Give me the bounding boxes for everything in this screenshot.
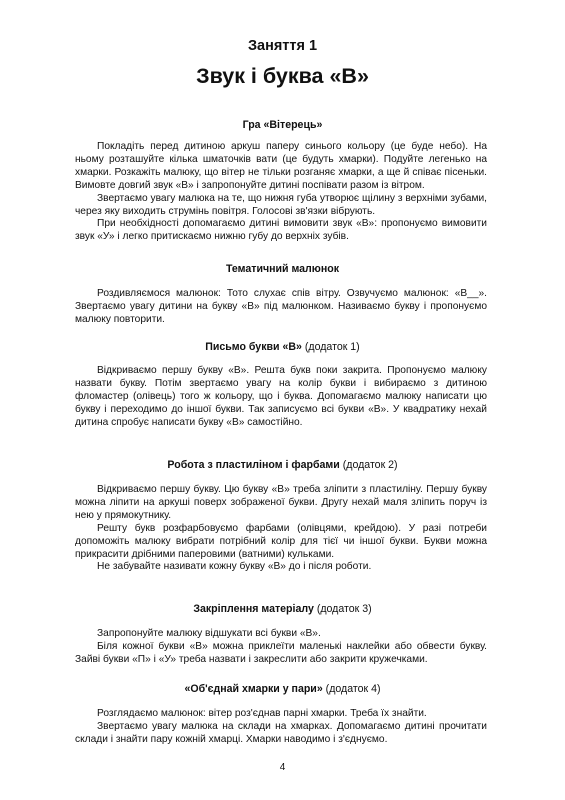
section-body-review [75, 628, 487, 667]
section-heading-text: «Об'єднай хмарки у пари» [184, 683, 323, 695]
paragraph: При необхідності допомагаємо дитині вимовити звук «В»: пропонуємо вимовити звук «У» і легко притискаємо нижню губу до верхніх зубів. [75, 218, 487, 243]
paragraph: Відкриваємо першу букву. Цю букву «В» треба зліпити з пластиліну. Першу букву можна ліпити на аркуші поверх зображеної букви. Другу нехай маля зліпить поруч із нею у прямокутнику. [75, 484, 487, 521]
section-heading-picture [0, 263, 565, 276]
appendix-note: (додаток 1) [304, 341, 360, 353]
page-title: Звук і буква «В» [196, 64, 369, 88]
section-heading-writing [0, 341, 565, 354]
appendix-note: (додаток 2) [342, 459, 398, 471]
appendix-note: (додаток 4) [325, 683, 381, 695]
paragraph: Звертаємо увагу малюка на те, що нижня губа утворює щілину з верхніми зубами, через яку виходить струмінь повітря. Голосові зв'язки вібрують. [75, 192, 487, 217]
paragraph: Роздивляємося малюнок: Тото слухає спів вітру. Озвучуємо малюнок: «В__». Звертаємо увагу дитини на букву «В» під малюнком. Називаємо букву і пропонуємо малюку повторити. [75, 288, 487, 325]
appendix-note: (додаток 3) [316, 603, 372, 615]
paragraph: Не забувайте називати кожну букву «В» до і після роботи. [97, 561, 372, 573]
paragraph: Решту букв розфарбовуємо фарбами (олівцями, крейдою). У разі потреби допоможіть малюку вибрати потрібний колір для тієї чи іншої букви. Букви можна прикрасити дрібними паперовими (ватними) кульками. [75, 522, 487, 560]
section-heading-game [0, 119, 565, 132]
paragraph: Запропонуйте малюку відшукати всі букви «В». [97, 628, 321, 639]
section-heading-review [0, 603, 565, 616]
section-heading-text: Письмо букви «В» [205, 341, 302, 353]
section-heading-plasticine [0, 459, 565, 472]
section-body-clouds [75, 708, 487, 747]
section-body-writing [75, 365, 487, 430]
section-body-game [75, 141, 487, 244]
paragraph: Звертаємо увагу малюка на склади на хмарках. Допомагаємо дитині прочитати склади і знайти пару кожній хмарці. Хмарки наводимо і з'єднуємо. [75, 720, 487, 745]
section-heading-text: Закріплення матеріалу [193, 603, 314, 615]
paragraph: Біля кожної букви «В» можна приклеїти маленькі наклейки або обвести букву. Зайві букви «П» і «У» треба назвати і закреслити або закрити кружечками. [75, 640, 487, 665]
section-heading-text: Гра «Вітерець» [242, 119, 323, 131]
section-body-picture [75, 288, 487, 327]
paragraph: Розглядаємо малюнок: вітер роз'єднав парні хмарки. Треба їх знайти. [97, 708, 427, 719]
paragraph: Покладіть перед дитиною аркуш паперу синього кольору (це буде небо). На ньому розташуйте кілька шматочків вати (це будуть хмарки). Подуйте легенько на хмарки. Розкажіть малюку, що вітер не тільки розганяє хмарки, а ще й співає пісеньки. Вимовте довгий звук «В» і запропонуйте дитині поспівати разом із вітром. [75, 141, 487, 191]
section-heading-clouds [0, 683, 565, 696]
page-number: 4 [279, 762, 286, 773]
section-body-plasticine [75, 484, 487, 574]
lesson-label: Заняття 1 [247, 38, 318, 54]
section-heading-text: Тематичний малюнок [225, 263, 340, 275]
paragraph: Відкриваємо першу букву «В». Решта букв поки закрита. Пропонуємо малюку назвати букву. Потім звертаємо увагу на колір букви і вибираємо з дитиною фломастер (олівець) того ж кольору, що і буква. Допомагаємо малюку написати цю букву і переходимо до іншої букви. Так записуємо всі букви «В». У квадратику нехай дитина спробує написати букву «В» самостійно. [75, 365, 487, 428]
section-heading-text: Робота з пластиліном і фарбами [167, 459, 340, 471]
